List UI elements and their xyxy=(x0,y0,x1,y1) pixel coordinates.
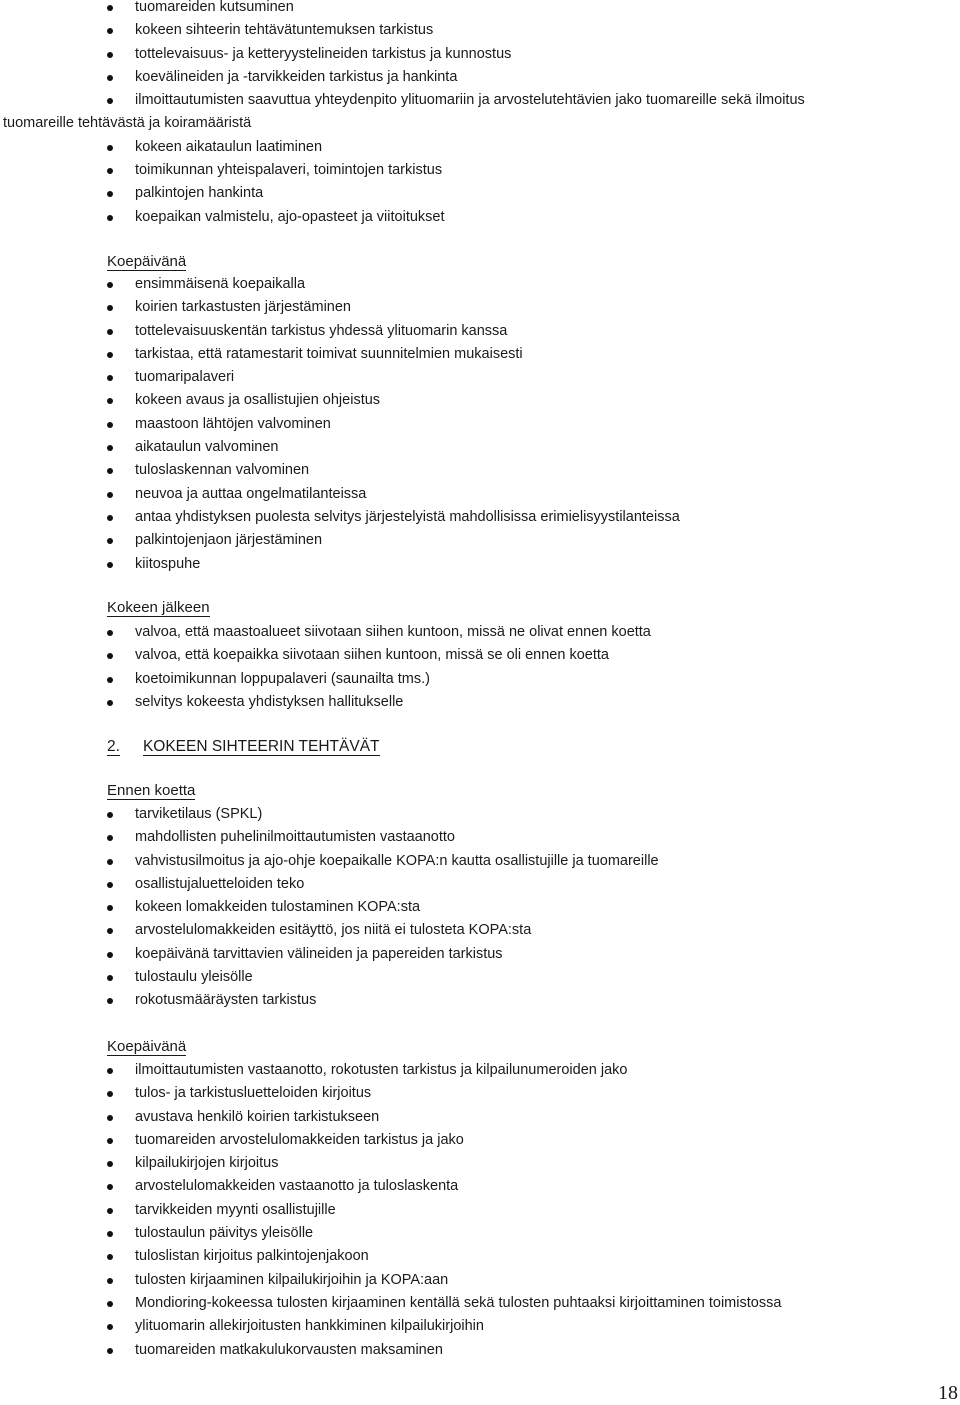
bullet-icon xyxy=(107,998,113,1004)
list-item xyxy=(0,483,960,506)
list-item-text: arvostelulomakkeiden vastaanotto ja tuloslaskenta xyxy=(135,1178,459,1195)
list-item xyxy=(0,366,960,389)
list-item xyxy=(0,43,960,66)
bullet-icon xyxy=(107,1231,113,1237)
list-item-text: valvoa, että maastoalueet siivotaan siihen kuntoon, missä ne olivat ennen koetta xyxy=(135,624,651,640)
list-item-text: ilmoittautumisten saavuttua yhteydenpito ylituomariin ja arvostelutehtävien jako tuomareille sekä ilmoitus xyxy=(135,92,805,109)
bullet-icon xyxy=(107,75,113,81)
bullet-icon xyxy=(107,28,113,34)
bullet-icon xyxy=(107,538,113,544)
list-item xyxy=(0,19,960,42)
page-number: 18 xyxy=(938,1382,958,1404)
list-item-text: koevälineiden ja -tarvikkeiden tarkistus ja hankinta xyxy=(135,68,458,85)
list-item xyxy=(0,413,960,436)
list-item-text: kokeen aikataulun laatiminen xyxy=(135,138,323,155)
list-item-text: aikataulun valvominen xyxy=(135,439,279,456)
section-heading-ennen-koetta: Ennen koetta xyxy=(107,782,196,799)
list-item-text: tuomareiden arvostelulomakkeiden tarkistus ja jako xyxy=(135,1131,464,1148)
main-heading xyxy=(107,739,380,755)
list-item xyxy=(0,621,960,644)
list-item xyxy=(0,668,960,691)
list-item xyxy=(0,66,960,89)
list-item xyxy=(0,826,960,849)
bullet-icon xyxy=(107,952,113,958)
list-item xyxy=(0,529,960,552)
list-item xyxy=(0,943,960,966)
list-item-text: kilpailukirjojen kirjoitus xyxy=(135,1155,279,1172)
list-item-text: koepaikan valmistelu, ajo-opasteet ja viitoitukset xyxy=(135,208,445,225)
list-item-text: tulostaulun päivitys yleisölle xyxy=(135,1225,314,1242)
list-item-text: tulos- ja tarkistusluetteloiden kirjoitus xyxy=(135,1085,372,1102)
bullet-icon xyxy=(107,1348,113,1354)
list-item xyxy=(0,1152,960,1175)
bullet-icon xyxy=(107,468,113,474)
list-item xyxy=(0,320,960,343)
list-item xyxy=(0,989,960,1012)
list-item xyxy=(0,896,960,919)
list-item-text: tulosten kirjaaminen kilpailukirjoihin ja KOPA:aan xyxy=(135,1271,449,1288)
bullet-icon xyxy=(107,1278,113,1284)
bullet-icon xyxy=(107,145,113,151)
task-list-koepaivana-2 xyxy=(0,1059,960,1362)
list-item-text: ensimmäisenä koepaikalla xyxy=(135,276,306,292)
list-item xyxy=(0,273,960,296)
main-heading-title: KOKEEN SIHTEERIN TEHTÄVÄT xyxy=(142,738,380,755)
list-item-text: kokeen sihteerin tehtävätuntemuksen tarkistus xyxy=(135,22,434,39)
list-item-text: tottelevaisuus- ja ketteryystelineiden tarkistus ja kunnostus xyxy=(135,45,512,62)
list-item-text: arvostelulomakkeiden esitäyttö, jos niitä ei tulosteta KOPA:sta xyxy=(135,922,532,939)
list-item-text: selvitys kokeesta yhdistyksen hallitukselle xyxy=(135,693,404,710)
task-list-before xyxy=(0,0,960,229)
list-item-text: avustava henkilö koirien tarkistukseen xyxy=(135,1108,380,1125)
list-item xyxy=(0,506,960,529)
list-item xyxy=(0,206,960,229)
bullet-icon xyxy=(107,1324,113,1330)
list-item xyxy=(0,553,960,576)
bullet-icon xyxy=(107,352,113,358)
list-item xyxy=(0,343,960,366)
bullet-icon xyxy=(107,445,113,451)
list-item-text: kokeen avaus ja osallistujien ohjeistus xyxy=(135,392,381,409)
bullet-icon xyxy=(107,329,113,335)
bullet-icon xyxy=(107,1208,113,1214)
list-item-text: koetoimikunnan loppupalaveri (saunailta tms.) xyxy=(135,670,430,687)
bullet-icon xyxy=(107,1254,113,1260)
list-item-text: koirien tarkastusten järjestäminen xyxy=(135,299,351,316)
bullet-icon xyxy=(107,1138,113,1144)
list-item-text: tottelevaisuuskentän tarkistus yhdessä ylituomarin kanssa xyxy=(135,322,508,339)
bullet-icon xyxy=(107,975,113,981)
bullet-icon xyxy=(107,700,113,706)
task-list-koepaivana xyxy=(0,273,960,576)
list-item xyxy=(0,89,960,112)
bullet-icon xyxy=(107,422,113,428)
list-item-text: neuvoa ja auttaa ongelmatilanteissa xyxy=(135,485,367,502)
list-item-text: tuloslistan kirjoitus palkintojenjakoon xyxy=(135,1248,369,1265)
list-item-text: tuomareiden kutsuminen xyxy=(135,0,294,15)
list-item-continuation xyxy=(0,112,960,135)
list-item xyxy=(0,459,960,482)
bullet-icon xyxy=(107,215,113,221)
list-item-text: ilmoittautumisten vastaanotto, rokotusten tarkistus ja kilpailunumeroiden jako xyxy=(135,1062,628,1078)
list-item xyxy=(0,1059,960,1082)
list-item xyxy=(0,159,960,182)
bullet-icon xyxy=(107,859,113,865)
task-list-ennen-koetta xyxy=(0,803,960,1013)
list-item xyxy=(0,182,960,205)
list-item xyxy=(0,1082,960,1105)
list-item xyxy=(0,1222,960,1245)
list-item-text: palkintojenjaon järjestäminen xyxy=(135,532,323,549)
list-item-text: maastoon lähtöjen valvominen xyxy=(135,415,331,432)
list-item xyxy=(0,691,960,714)
bullet-icon xyxy=(107,282,113,288)
list-item xyxy=(0,644,960,667)
list-item-text: mahdollisten puhelinilmoittautumisten vastaanotto xyxy=(135,829,455,846)
bullet-icon xyxy=(107,398,113,404)
list-item-text: tarviketilaus (SPKL) xyxy=(135,806,263,822)
list-item xyxy=(0,389,960,412)
list-item-text: ylituomarin allekirjoitusten hankkiminen kilpailukirjoihin xyxy=(135,1318,484,1335)
list-item xyxy=(0,0,960,19)
list-item-text: tarvikkeiden myynti osallistujille xyxy=(135,1201,336,1218)
bullet-icon xyxy=(107,882,113,888)
list-item xyxy=(0,1175,960,1198)
list-item-text: tulostaulu yleisölle xyxy=(135,969,253,986)
bullet-icon xyxy=(107,1161,113,1167)
list-item-text: tuloslaskennan valvominen xyxy=(135,462,310,479)
bullet-icon xyxy=(107,677,113,683)
section-heading-koepaivana: Koepäivänä xyxy=(107,253,187,270)
list-item xyxy=(0,1315,960,1338)
list-item xyxy=(0,1106,960,1129)
list-item xyxy=(0,1339,960,1362)
list-item-text: kiitospuhe xyxy=(135,555,201,572)
list-item xyxy=(0,803,960,826)
list-item-text: tuomareille tehtävästä ja koiramääristä xyxy=(3,115,252,132)
bullet-icon xyxy=(107,191,113,197)
list-item-text: antaa yhdistyksen puolesta selvitys järjestelyistä mahdollisissa erimielisyystilanteissa xyxy=(135,508,680,525)
task-list-kokeen-jalkeen xyxy=(0,621,960,714)
bullet-icon xyxy=(107,305,113,311)
section-heading-kokeen-jalkeen: Kokeen jälkeen xyxy=(107,599,210,616)
list-item xyxy=(0,873,960,896)
bullet-icon xyxy=(107,630,113,636)
bullet-icon xyxy=(107,905,113,911)
list-item-text: valvoa, että koepaikka siivotaan siihen kuntoon, missä se oli ennen koetta xyxy=(135,647,609,664)
list-item xyxy=(0,296,960,319)
bullet-icon xyxy=(107,1184,113,1190)
list-item xyxy=(0,1245,960,1268)
bullet-icon xyxy=(107,812,113,818)
list-item xyxy=(0,966,960,989)
list-item-text: tuomareiden matkakulukorvausten maksaminen xyxy=(135,1341,443,1358)
list-item xyxy=(0,919,960,942)
list-item-text: vahvistusilmoitus ja ajo-ohje koepaikalle KOPA:n kautta osallistujille ja tuomareille xyxy=(135,852,659,869)
bullet-icon xyxy=(107,1115,113,1121)
list-item xyxy=(0,136,960,159)
list-item xyxy=(0,1292,960,1315)
bullet-icon xyxy=(107,98,113,104)
list-item xyxy=(0,1269,960,1292)
list-item xyxy=(0,850,960,873)
list-item-text: tuomaripalaveri xyxy=(135,369,235,386)
bullet-icon xyxy=(107,562,113,568)
bullet-icon xyxy=(107,375,113,381)
bullet-icon xyxy=(107,928,113,934)
list-item xyxy=(0,1199,960,1222)
main-heading-number: 2. xyxy=(107,738,120,755)
list-item xyxy=(0,1129,960,1152)
bullet-icon xyxy=(107,1301,113,1307)
list-item-text: tarkistaa, että ratamestarit toimivat suunnitelmien mukaisesti xyxy=(135,345,523,362)
bullet-icon xyxy=(107,168,113,174)
list-item-text: rokotusmääräysten tarkistus xyxy=(135,992,317,1009)
section-heading-koepaivana-2: Koepäivänä xyxy=(107,1038,187,1055)
bullet-icon xyxy=(107,1068,113,1074)
list-item-text: Mondioring-kokeessa tulosten kirjaaminen kentällä sekä tulosten puhtaaksi kirjoittaminen toimistossa xyxy=(135,1294,782,1311)
bullet-icon xyxy=(107,492,113,498)
bullet-icon xyxy=(107,653,113,659)
bullet-icon xyxy=(107,52,113,58)
list-item xyxy=(0,436,960,459)
bullet-icon xyxy=(107,835,113,841)
list-item-text: kokeen lomakkeiden tulostaminen KOPA:sta xyxy=(135,899,421,916)
list-item-text: toimikunnan yhteispalaveri, toimintojen tarkistus xyxy=(135,162,443,179)
list-item-text: osallistujaluetteloiden teko xyxy=(135,875,305,892)
bullet-icon xyxy=(107,515,113,521)
bullet-icon xyxy=(107,1091,113,1097)
bullet-icon xyxy=(107,5,113,11)
list-item-text: palkintojen hankinta xyxy=(135,185,264,202)
list-item-text: koepäivänä tarvittavien välineiden ja papereiden tarkistus xyxy=(135,945,503,962)
